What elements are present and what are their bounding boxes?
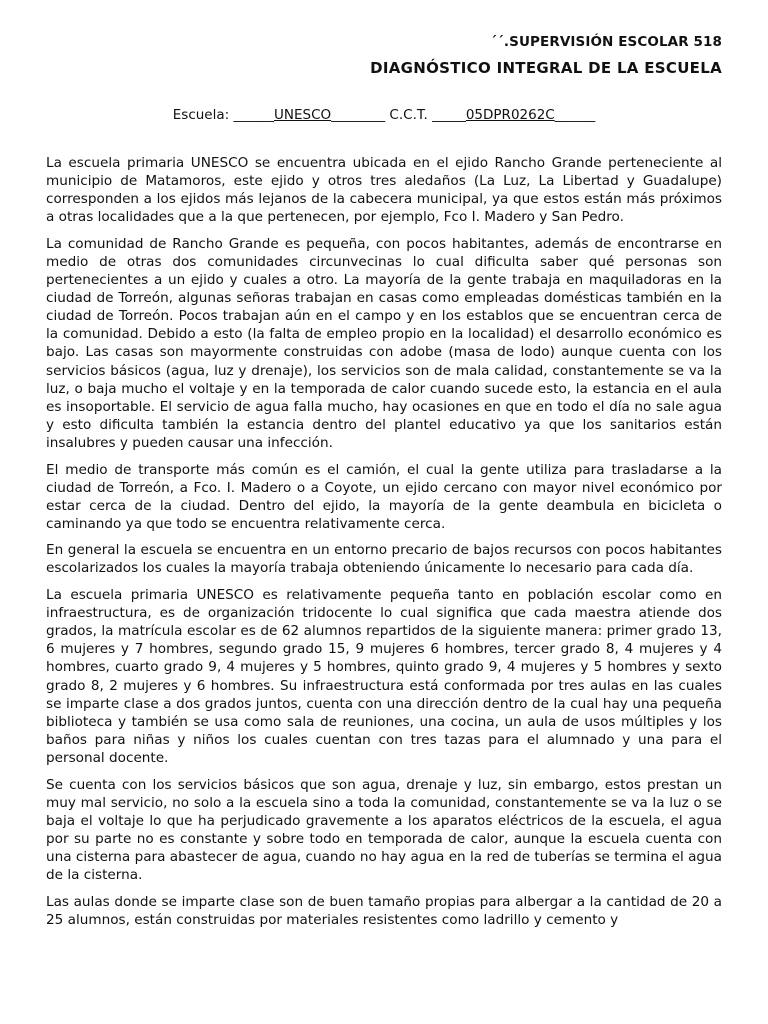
paragraph-school-infrastructure: La escuela primaria UNESCO es relativamente pequeña tanto en población escolar como en infraestructura, es de organización tridocente lo cual significa que cada maestra atiende dos grados, la matrícula escolar es de 62 alumnos repartidos de la siguiente manera: primer grado 13, 6 mujeres y 7 hombres, segundo grado 15, 9 mujeres 6 hombres, tercer grado 8, 4 mujeres y 4 hombres, cuarto grado 9, 4 mujeres y 5 hombres, quinto grado 9, 4 mujeres y 5 hombres y sexto grado 8, 2 mujeres y 6 hombres. Su infraestructura está conformada por tres aulas en las cuales se imparte clase a dos grados juntos, cuenta con una dirección dentro de la cual hay una pequeña biblioteca y también se usa como sala de reuniones, una cocina, un aula de usos múltiples y los baños para niñas y niños los cuales cuentan con tres tazas para el alumnado y una para el personal docente. xyxy=(46,587,722,766)
cct-label: C.C.T. _____ xyxy=(389,107,466,123)
document-body xyxy=(46,154,722,937)
paragraph-location: La escuela primaria UNESCO se encuentra ubicada en el ejido Rancho Grande perteneciente al municipio de Matamoros, este ejido y otros tres aledaños (La Luz, La Libertad y Guadalupe) corresponden a los ejidos más lejanos de la cabecera municipal, ya que estos están más próximos a otras localidades que a la que pertenecen, por ejemplo, Fco I. Madero y San Pedro. xyxy=(46,155,722,226)
document-title: DIAGNÓSTICO INTEGRAL DE LA ESCUELA xyxy=(370,59,722,77)
paragraph-environment: En general la escuela se encuentra en un entorno precario de bajos recursos con pocos habitantes escolarizados los cuales la mayoría trabaja obteniendo únicamente lo necesario para cada día. xyxy=(46,542,722,577)
paragraph-services: Se cuenta con los servicios básicos que son agua, drenaje y luz, sin embargo, estos prestan un muy mal servicio, no solo a la escuela sino a toda la comunidad, constantemente se va la luz o se baja el voltaje lo que ha perjudicado gravemente a los aparatos eléctricos de la escuela, el agua por su parte no es constante y sobre todo en temporada de calor, aunque la escuela cuenta con una cisterna para abastecer de agua, cuando no hay agua en la red de tuberías se termina el agua de la cisterna. xyxy=(46,776,722,883)
paragraph-classrooms: Las aulas donde se imparte clase son de buen tamaño propias para albergar a la cantidad de 20 a 25 alumnos, están construidas por materiales resistentes como ladrillo y cemento y xyxy=(46,893,722,928)
escuela-label: Escuela: ______ xyxy=(172,107,274,123)
cct-after: ______ xyxy=(554,107,596,123)
cct-value: 05DPR0262C xyxy=(465,107,555,123)
escuela-after: ________ xyxy=(331,107,390,123)
escuela-value: UNESCO xyxy=(273,107,332,123)
paragraph-transport: El medio de transporte más común es el camión, el cual la gente utiliza para trasladarse a la ciudad de Torreón, a Fco. I. Madero o a Coyote, un ejido cercano con mayor nivel económico por estar cerca de la ciudad. Dentro del ejido, la mayoría de la gente deambula en bicicleta o caminando ya que todo se encuentra relativamente cerca. xyxy=(46,461,722,532)
paragraph-community: La comunidad de Rancho Grande es pequeña, con pocos habitantes, además de encontrarse en medio de otras dos comunidades circunvecinas lo cual dificulta saber qué personas son pertenecientes a un ejido y cuales a otro. La mayoría de la gente trabaja en maquiladoras en la ciudad de Torreón, algunas señoras trabajan en casas como empleadas domésticas también en la ciudad de Torreón. Pocos trabajan aún en el campo y en los establos que se encuentran cerca de la comunidad. Debido a esto (la falta de empleo propio en la localidad) el desarrollo económico es bajo. Las casas son mayormente construidas con adobe (masa de lodo) aunque cuenta con los servicios básicos (agua, luz y drenaje), los servicios son de mala calidad, constantemente se va la luz, o baja mucho el voltaje y en la temporada de calor cuando sucede esto, la estancia en el aula es insoportable. El servicio de agua falla mucho, hay ocasiones en que en todo el día no sale agua y esto dificulta también la estancia dentro del plantel educativo ya que los sanitarios están insalubres y pueden causar una infección. xyxy=(46,235,722,451)
supervision-header: ´´.SUPERVISIÓN ESCOLAR 518 xyxy=(490,34,722,50)
school-info-line xyxy=(0,107,768,123)
